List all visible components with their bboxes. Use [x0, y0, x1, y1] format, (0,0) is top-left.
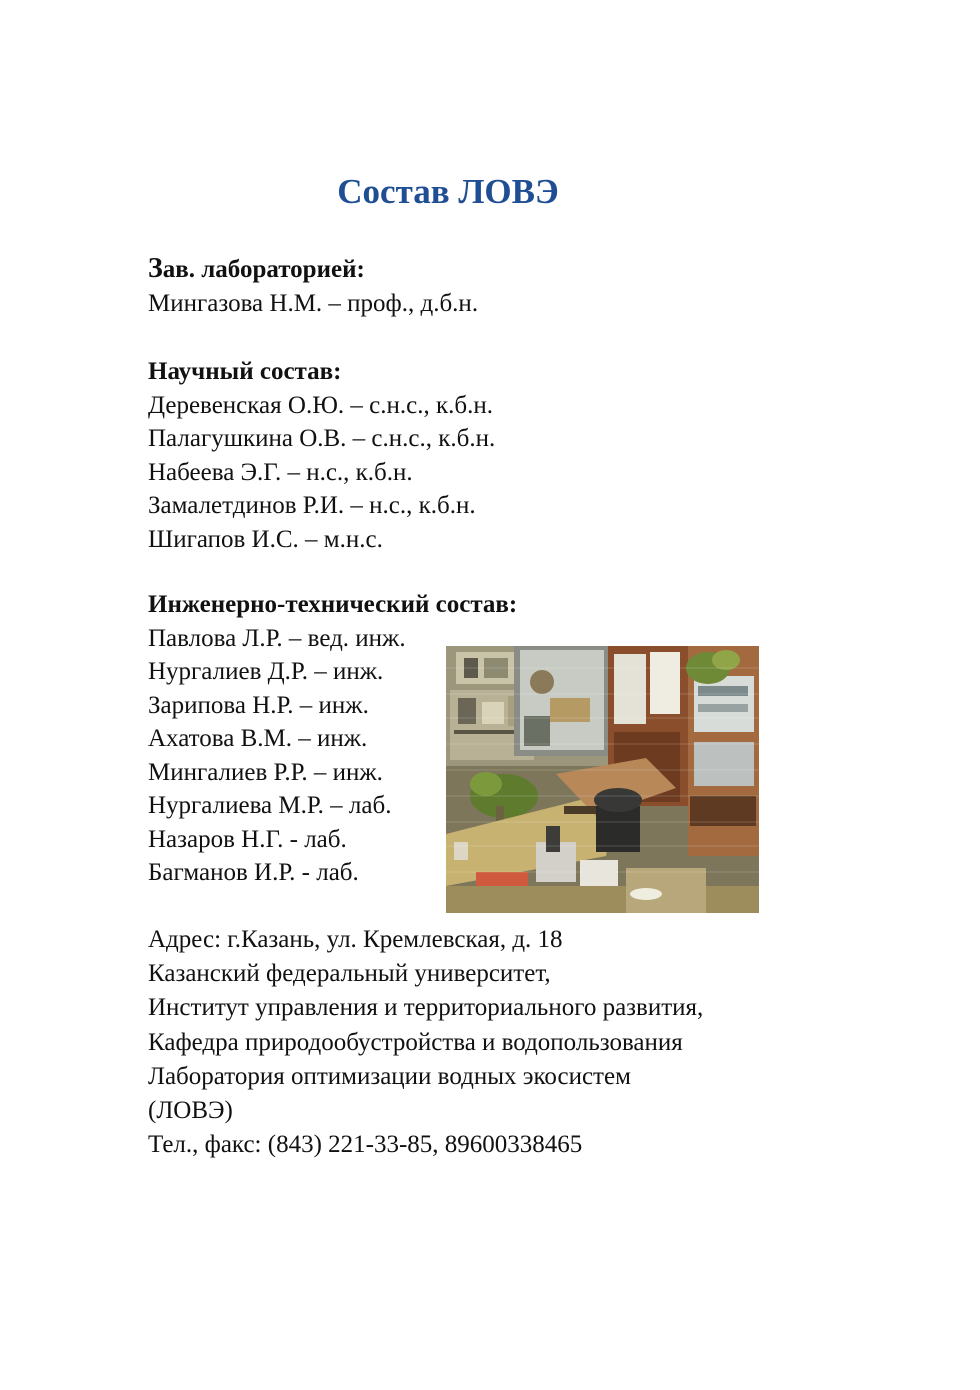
engineering-staff-member: Мингалиев Р.Р. – инж. [148, 758, 383, 786]
address-line: Кафедра природообустройства и водопользования [148, 1028, 683, 1056]
engineering-staff-member: Назаров Н.Г. - лаб. [148, 825, 347, 853]
engineering-staff-member: Нургалиева М.Р. – лаб. [148, 792, 392, 819]
address-line: Институт управления и территориального развития, [148, 994, 704, 1022]
lab-head-heading-rest: ав. лабораторией: [162, 256, 365, 283]
engineering-staff-member: Зарипова Н.Р. – инж. [148, 691, 369, 719]
address-section [148, 923, 703, 1162]
engineering-staff-member: Багманов И.Р. - лаб. [148, 859, 359, 886]
science-staff-member: Набеева Э.Г. – н.с., к.б.н. [148, 458, 413, 486]
science-staff-member: Шигапов И.С. – м.н.с. [148, 525, 383, 553]
engineering-staff-member: Нургалиев Д.Р. – инж. [148, 658, 384, 685]
science-staff-member: Палагушкина О.В. – с.н.с., к.б.н. [148, 425, 496, 452]
lab-head-heading [148, 252, 478, 287]
science-staff-section [148, 355, 495, 556]
address-line: Лаборатория оптимизации водных экосистем [148, 1062, 631, 1090]
science-staff-heading: Научный состав: [148, 358, 342, 385]
engineering-staff-member: Ахатова В.М. – инж. [148, 725, 368, 752]
lab-head-person: Мингазова Н.М. – проф., д.б.н. [148, 289, 479, 317]
lab-head-heading-initial: З [148, 253, 163, 284]
address-line: Казанский федеральный университет, [148, 960, 551, 988]
phone-line: Тел., факс: (843) 221-33-85, 89600338465 [148, 1131, 583, 1159]
page-title: Состав ЛОВЭ [337, 172, 559, 211]
science-staff-member: Замалетдинов Р.И. – н.с., к.б.н. [148, 492, 476, 519]
engineering-staff-heading: Инженерно-технический состав: [148, 591, 518, 618]
laboratory-photo [446, 646, 759, 913]
science-staff-member: Деревенская О.Ю. – с.н.с., к.б.н. [148, 391, 493, 419]
address-line: (ЛОВЭ) [148, 1097, 233, 1125]
lab-head-section [148, 252, 478, 320]
address-line: Адрес: г.Казань, ул. Кремлевская, д. 18 [148, 926, 563, 953]
engineering-staff-member: Павлова Л.Р. – вед. инж. [148, 624, 406, 652]
